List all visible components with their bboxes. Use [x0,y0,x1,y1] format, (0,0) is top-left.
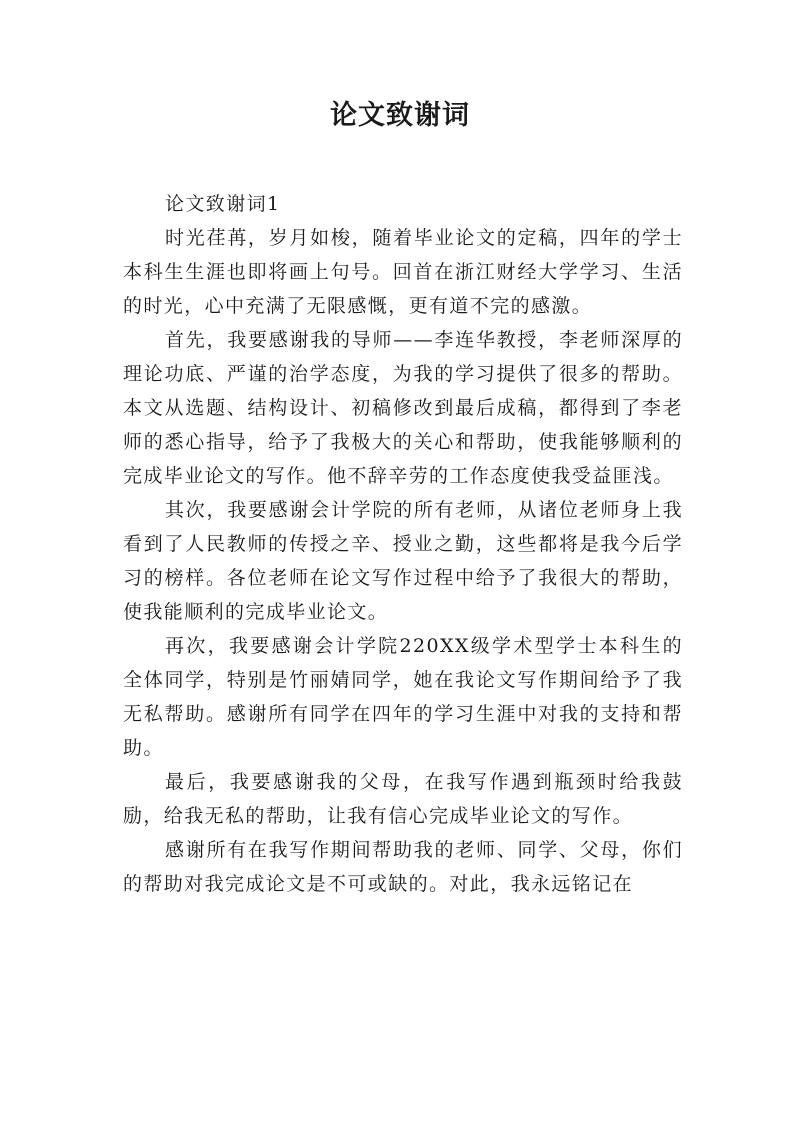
paragraph-parents: 最后，我要感谢我的父母，在我写作遇到瓶颈时给我鼓励，给我无私的帮助，让我有信心完成毕业论文的写作。 [123,771,683,827]
paragraph-closing: 感谢所有在我写作期间帮助我的老师、同学、父母，你们的帮助对我完成论文是不可或缺的。对此，我永远铭记在 [123,839,683,895]
paragraph-classmates: 再次，我要感谢会计学院220XX级学术型学士本科生的全体同学，特别是竹丽婧同学，她在我论文写作期间给予了我无私帮助。感谢所有同学在四年的学习生涯中对我的支持和帮助。 [123,635,683,759]
section-heading: 论文致谢词1 [165,193,281,215]
paragraph-intro: 时光荏苒，岁月如梭，随着毕业论文的定稿，四年的学士本科生生涯也即将画上句号。回首在浙江财经大学学习、生活的时光，心中充满了无限感慨，更有道不完的感激。 [123,227,683,317]
paragraph-teachers: 其次，我要感谢会计学院的所有老师，从诸位老师身上我看到了人民教师的传授之辛、授业之勤，这些都将是我今后学习的榜样。各位老师在论文写作过程中给予了我很大的帮助，使我能顺利的完成毕业论文。 [123,499,683,623]
paragraph-advisor: 首先，我要感谢我的导师——李连华教授，李老师深厚的理论功底、严谨的治学态度，为我的学习提供了很多的帮助。本文从选题、结构设计、初稿修改到最后成稿，都得到了李老师的悉心指导，给予了我极大的关心和帮助，使我能够顺利的完成毕业论文的写作。他不辞辛劳的工作态度使我受益匪浅。 [123,329,683,487]
document-title: 论文致谢词 [330,100,470,131]
document-body [123,187,683,901]
